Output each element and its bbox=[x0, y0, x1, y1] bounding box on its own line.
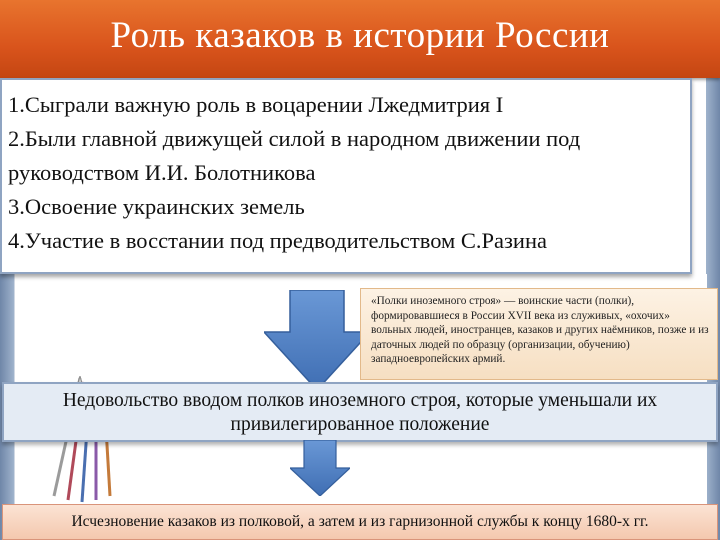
definition-box: «Полки иноземного строя» — воинские части (полки), формировавшиеся в России XVII века из служивых, «охочих» вольных людей, иностранцев, казаков и других наёмников, позже и из даточных людей по образцу (организации, обучению) западноевропейских армий. bbox=[360, 288, 718, 380]
title-bar bbox=[0, 0, 720, 78]
conclusion-box: Исчезновение казаков из полковой, а затем и из гарнизонной службы к концу 1680-х гг. bbox=[2, 504, 718, 540]
right-decor-stripe bbox=[706, 0, 720, 540]
slide-title: Роль казаков в истории России bbox=[110, 15, 610, 56]
discontent-box: Недовольство вводом полков иноземного строя, которые уменьшали их привилегированное положение bbox=[2, 382, 718, 442]
points-box bbox=[0, 78, 692, 274]
point-2: 2.Были главной движущей силой в народном движении под руководством И.И. Болотникова bbox=[8, 126, 581, 185]
point-3: 3.Освоение украинских земель bbox=[8, 194, 305, 219]
down-arrow-icon bbox=[264, 290, 370, 390]
down-arrow-icon bbox=[290, 440, 350, 496]
point-1: 1.Сыграли важную роль в воцарении Лжедмитрия I bbox=[8, 92, 504, 117]
point-4: 4.Участие в восстании под предводительством С.Разина bbox=[8, 228, 548, 253]
points-list bbox=[2, 80, 690, 258]
